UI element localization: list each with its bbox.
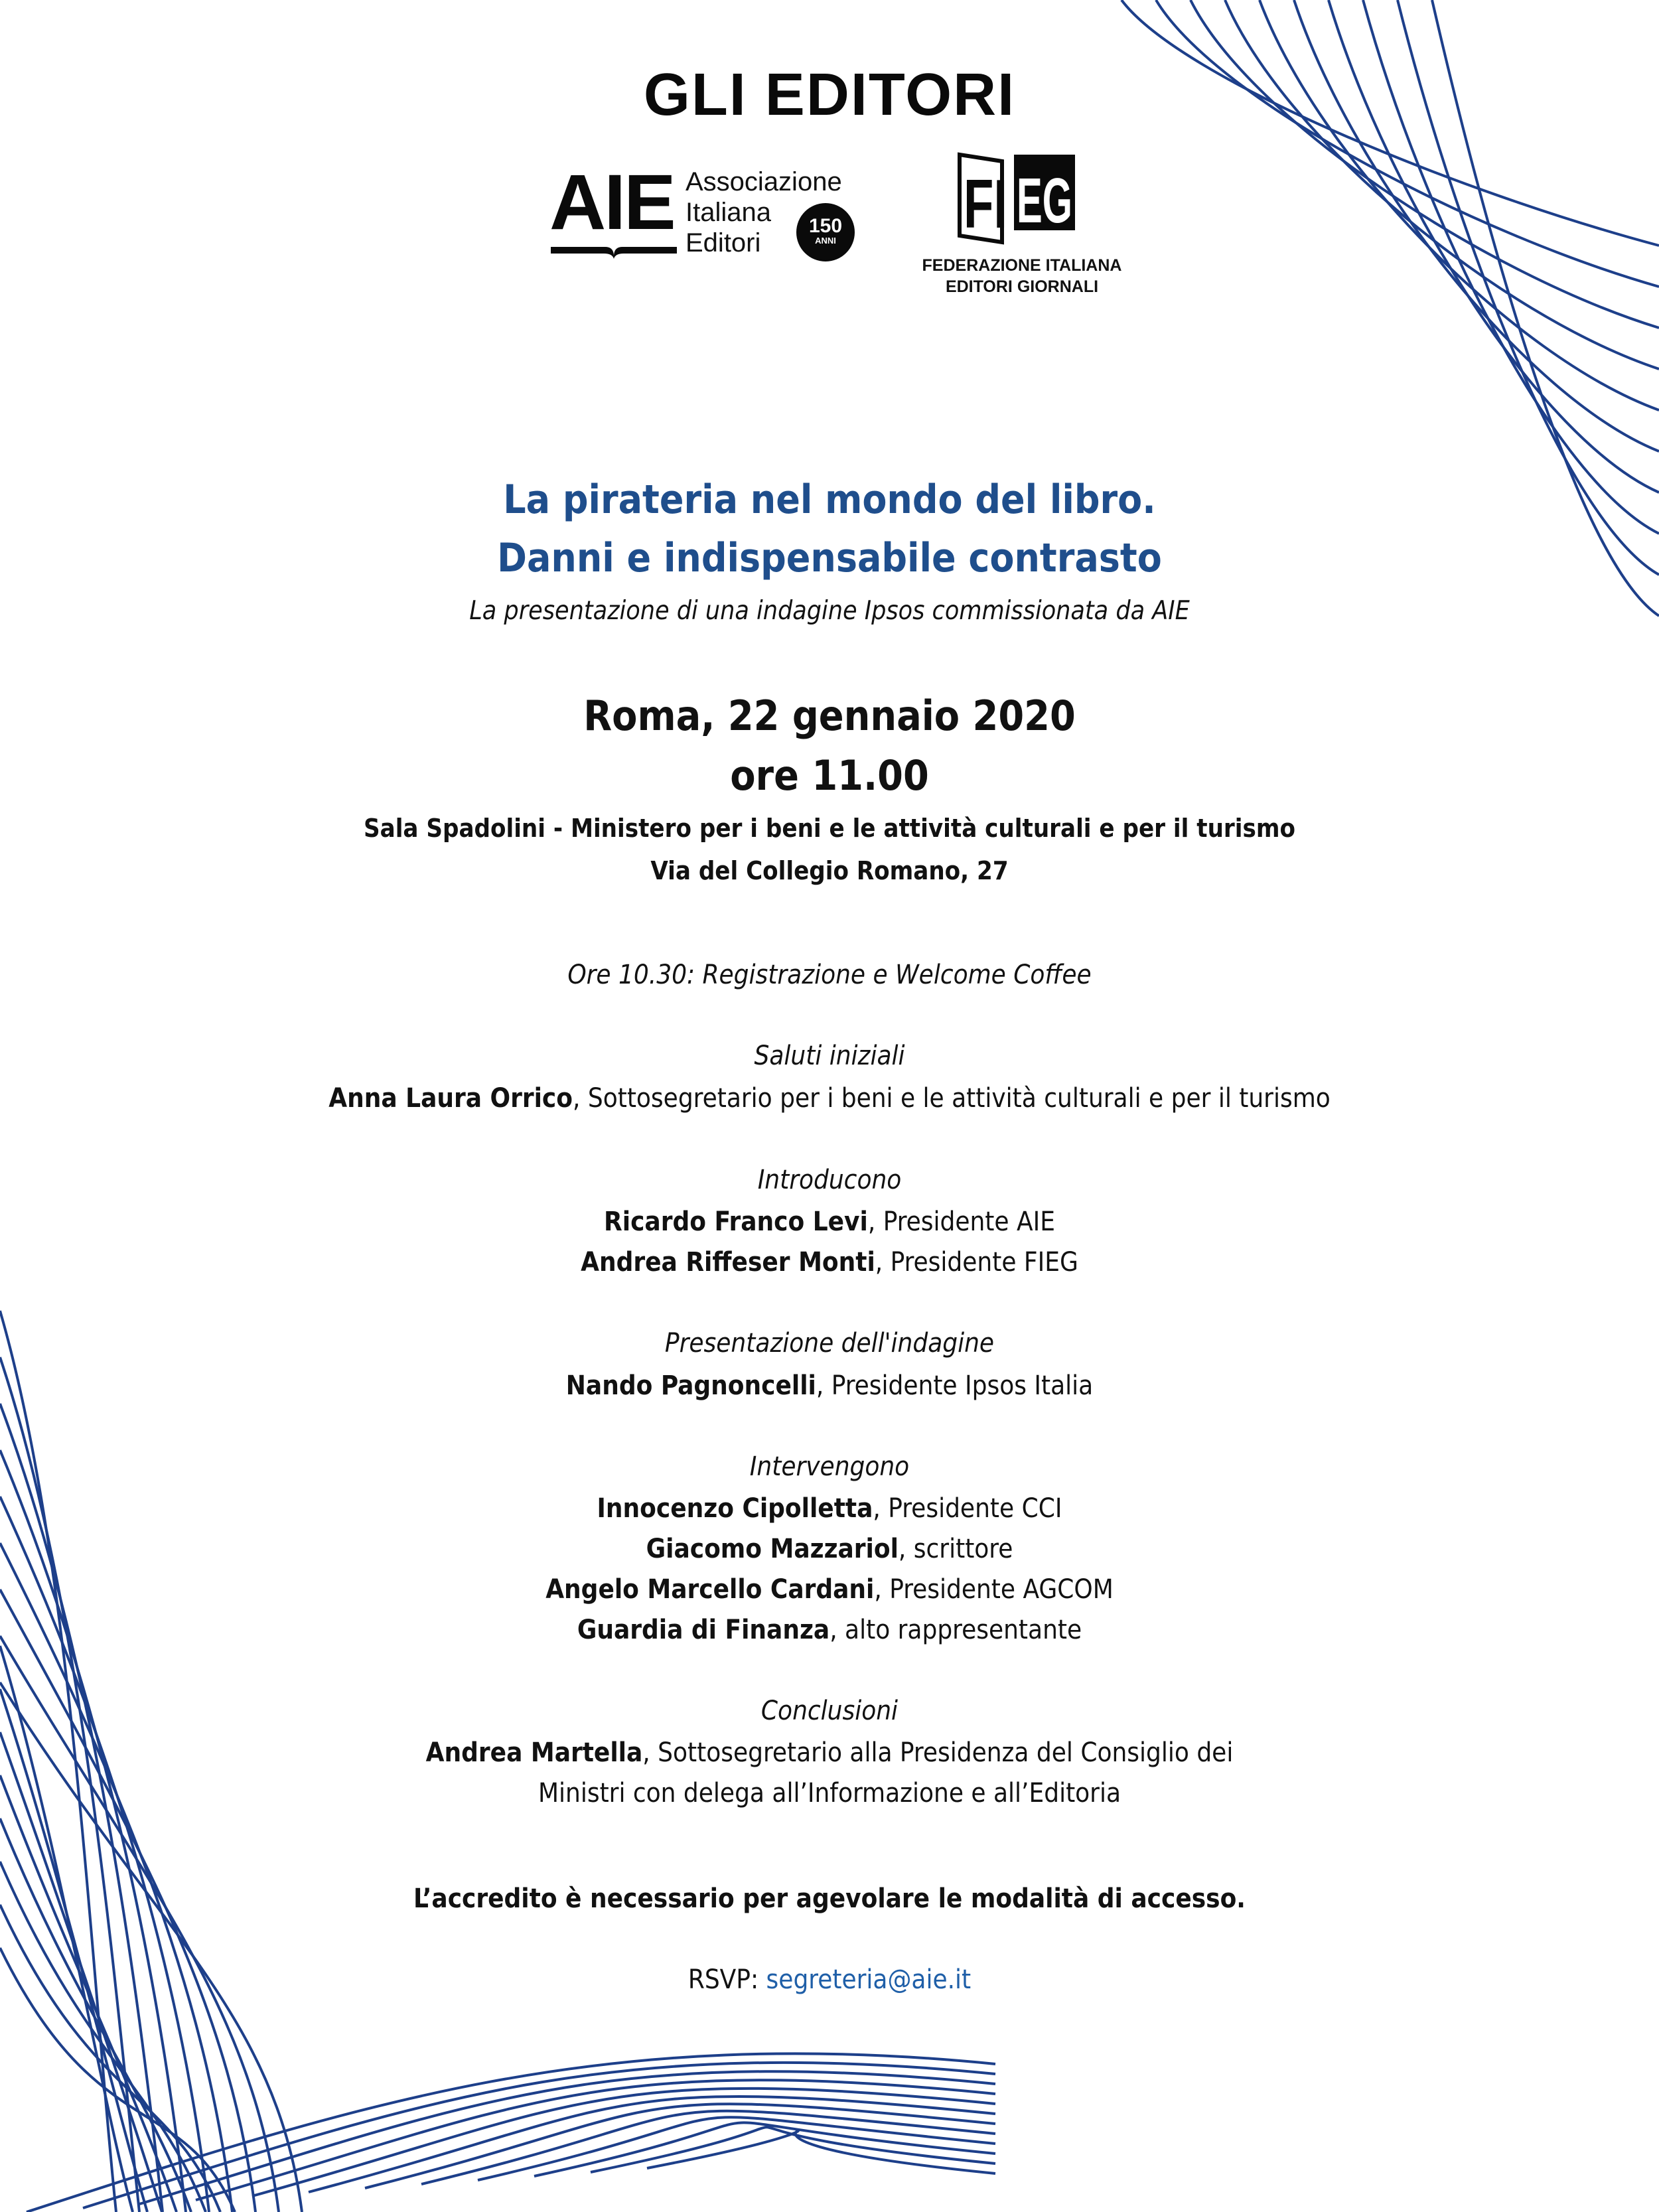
speaker-role: , Presidente AIE (867, 1207, 1055, 1237)
registration-line: Ore 10.30: Registrazione e Welcome Coffee (567, 960, 1092, 990)
arc-line (0, 1862, 206, 2212)
fieg-name-line: EDITORI GIORNALI (945, 277, 1099, 296)
badge-number: 150 (808, 215, 843, 237)
speaker-role: , Presidente CCI (873, 1493, 1062, 1524)
speaker-line (0, 1574, 1659, 1605)
speaker-role: , Sottosegretario per i beni e le attività culturali e per il turismo (573, 1083, 1331, 1114)
event-subtitle: La presentazione di una indagine Ipsos commissionata da AIE (469, 596, 1190, 626)
arc-line (309, 2097, 995, 2192)
speaker-line (0, 1534, 1659, 1564)
event-date: Roma, 22 gennaio 2020 (583, 692, 1076, 740)
speaker-line (0, 1370, 1659, 1401)
arc-line (647, 2131, 995, 2174)
arc-line (0, 1646, 133, 2212)
arc-line (196, 2080, 995, 2200)
section-heading: Saluti iniziali (754, 1041, 905, 1071)
event-address: Via del Collegio Romano, 27 (650, 856, 1009, 885)
speaker-role: , scrittore (898, 1534, 1013, 1564)
speaker-name: Ricardo Franco Levi (604, 1207, 868, 1237)
speaker-name: Andrea Martella (425, 1737, 643, 1768)
speaker-role: , Presidente FIEG (875, 1247, 1078, 1278)
arc-line (0, 1905, 220, 2212)
fieg-mark-right: EG (1017, 165, 1072, 236)
arc-line (27, 2053, 995, 2212)
arc-line (139, 2071, 995, 2204)
brand-title: GLI EDITORI (643, 62, 1016, 128)
speaker-line (0, 1247, 1659, 1278)
event-title-line: Danni e indispensabile contrasto (497, 535, 1162, 581)
arc-line (1225, 0, 1659, 369)
event-venue: Sala Spadolini - Ministero per i beni e le attività culturali e per il turismo (364, 814, 1295, 843)
speaker-line (0, 1737, 1659, 1768)
speaker-role: , Presidente Ipsos Italia (816, 1370, 1094, 1401)
arc-line (534, 2122, 995, 2176)
arc-line (591, 2127, 995, 2172)
arc-line (421, 2111, 995, 2184)
speaker-name: Andrea Riffeser Monti (581, 1247, 875, 1278)
event-title-line: La pirateria nel mondo del libro. (503, 477, 1156, 523)
arc-line (1190, 0, 1659, 328)
rsvp-line (0, 1964, 1659, 1995)
accreditation-note: L’accredito è necessario per agevolare le modalità di accesso. (413, 1883, 1246, 1914)
aie-name-line: Editori (685, 228, 761, 258)
aie-logo (549, 159, 855, 269)
badge-text: ANNI (815, 236, 836, 246)
speaker-name: Angelo Marcello Cardani (545, 1574, 875, 1605)
fieg-logo (919, 146, 1125, 305)
speaker-role: , Presidente AGCOM (874, 1574, 1114, 1605)
anniversary-badge (796, 203, 855, 261)
speaker-name: Innocenzo Cipolletta (597, 1493, 873, 1524)
speaker-line (0, 1207, 1659, 1237)
arc-line (0, 1818, 191, 2212)
arc-line (83, 2063, 995, 2208)
speaker-line (0, 1083, 1659, 1114)
arc-line (478, 2117, 995, 2180)
fieg-logo-mark (956, 149, 1088, 249)
speaker-name: Guardia di Finanza (577, 1615, 830, 1645)
section-heading: Intervengono (749, 1451, 910, 1482)
fieg-name-line: FEDERAZIONE ITALIANA (922, 256, 1122, 275)
aie-name-line: Associazione (685, 167, 842, 196)
arc-line (0, 1450, 186, 2212)
fieg-mark-left: FI (964, 166, 1007, 243)
event-time: ore 11.00 (730, 751, 929, 800)
speaker-name: Giacomo Mazzariol (646, 1534, 899, 1564)
speaker-line (0, 1493, 1659, 1524)
section-heading: Introducono (757, 1165, 902, 1195)
speaker-role: , alto rappresentante (830, 1615, 1082, 1645)
section-heading: Conclusioni (760, 1696, 899, 1726)
section-heading: Presentazione dell'indagine (664, 1328, 995, 1359)
speaker-name: Anna Laura Orrico (328, 1083, 573, 1114)
rsvp-label: RSVP: (687, 1964, 766, 1995)
speaker-line (0, 1615, 1659, 1645)
speaker-name: Nando Pagnoncelli (565, 1370, 816, 1401)
speaker-role-continuation: Ministri con delega all’Informazione e all’Editoria (538, 1778, 1121, 1808)
arc-line (1156, 0, 1659, 287)
arc-line (252, 2089, 995, 2196)
aie-logo-letters: AIE (549, 159, 674, 246)
arc-line (365, 2104, 995, 2188)
rsvp-email-link[interactable]: segreteria@aie.it (766, 1964, 972, 1995)
book-icon (551, 244, 677, 259)
speaker-role: , Sottosegretario alla Presidenza del Consiglio dei (642, 1737, 1234, 1768)
aie-name-line: Italiana (685, 198, 771, 227)
